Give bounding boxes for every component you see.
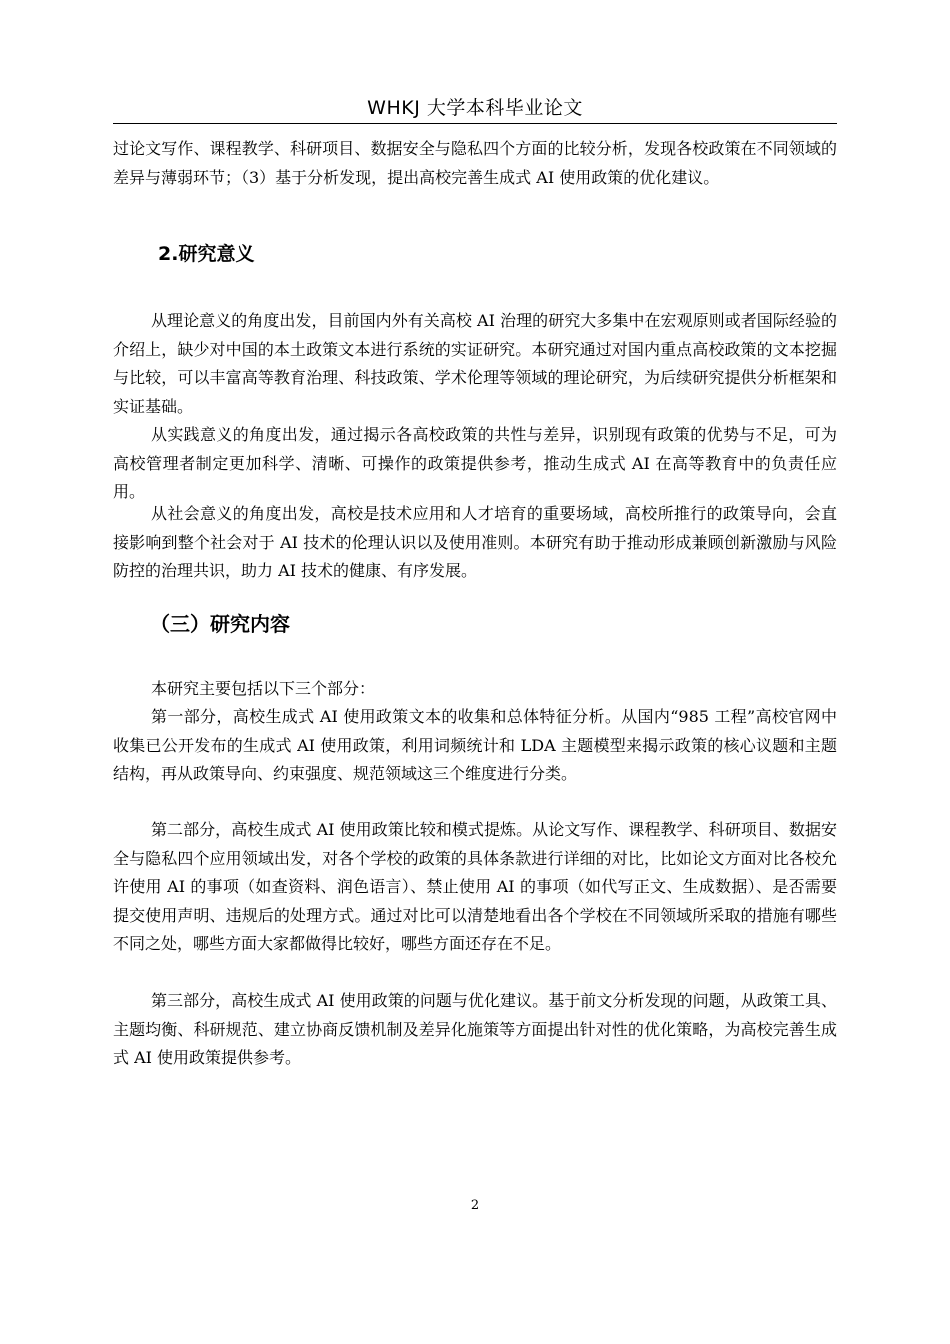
page-header: WHKJ 大学本科毕业论文 [367, 97, 583, 119]
paragraph-part-three: 第三部分，高校生成式 AI 使用政策的问题与优化建议。基于前文分析发现的问题，从政策工具、主题均衡、科研规范、建立协商反馈机制及差异化施策等方面提出针对性的优化策略，为高校完善生成式 AI 使用政策提供参考。 [113, 991, 837, 1067]
paragraph-practical-significance: 从实践意义的角度出发，通过揭示各高校政策的共性与差异，识别现有政策的优势与不足，可为高校管理者制定更加科学、清晰、可操作的政策提供参考，推动生成式 AI 在高等教育中的负责任应用。 [113, 425, 837, 501]
paragraph-theoretical-significance: 从理论意义的角度出发，目前国内外有关高校 AI 治理的研究大多集中在宏观原则或者国际经验的介绍上，缺少对中国的本土政策文本进行系统的实证研究。本研究通过对国内重点高校政策的文本挖掘与比较，可以丰富高等教育治理、科技政策、学术伦理等领域的理论研究，为后续研究提供分析框架和实证基础。 [113, 311, 837, 416]
paragraph-content-intro: 本研究主要包括以下三个部分： [151, 679, 376, 698]
continued-paragraph: 过论文写作、课程教学、科研项目、数据安全与隐私四个方面的比较分析，发现各校政策在不同领域的差异与薄弱环节；（3）基于分析发现，提出高校完善生成式 AI 使用政策的优化建议。 [113, 139, 837, 187]
page-number: 2 [470, 1198, 480, 1213]
paragraph-social-significance: 从社会意义的角度出发，高校是技术应用和人才培育的重要场域，高校所推行的政策导向，会直接影响到整个社会对于 AI 技术的伦理认识以及使用准则。本研究有助于推动形成兼顾创新激励与风险防控的治理共识，助力 AI 技术的健康、有序发展。 [113, 504, 837, 580]
section-heading-research-significance: 2.研究意义 [158, 243, 255, 265]
paragraph-part-one: 第一部分，高校生成式 AI 使用政策文本的收集和总体特征分析。从国内“985 工程”高校官网中收集已公开发布的生成式 AI 使用政策，利用词频统计和 LDA 主题模型来揭示政策的核心议题和主题结构，再从政策导向、约束强度、规范领域这三个维度进行分类。 [113, 707, 837, 783]
section-heading-research-content: （三）研究内容 [150, 612, 290, 636]
header-rule [113, 123, 837, 124]
paragraph-part-two: 第二部分，高校生成式 AI 使用政策比较和模式提炼。从论文写作、课程教学、科研项目、数据安全与隐私四个应用领域出发，对各个学校的政策的具体条款进行详细的对比，比如论文方面对比各校允许使用 AI 的事项（如查资料、润色语言）、禁止使用 AI 的事项（如代写正文、生成数据）、是否需要提交使用声明、违规后的处理方式。通过对比可以清楚地看出各个学校在不同领域所采取的措施有哪些不同之处，哪些方面大家都做得比较好，哪些方面还存在不足。 [113, 820, 837, 953]
